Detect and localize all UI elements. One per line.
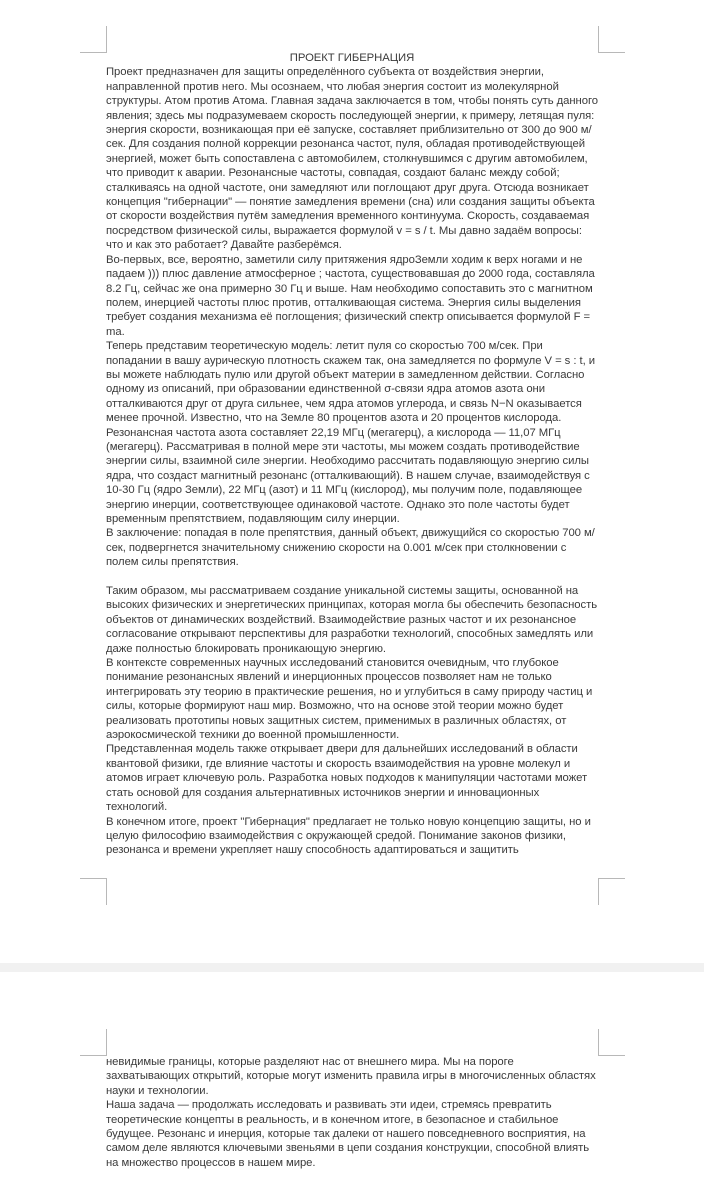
crop-mark-bottom-left <box>80 878 107 905</box>
paragraph-protection-system: Таким образом, мы рассматриваем создание уникальной системы защиты, основанной на высоких физических и энергетических принципах, которая могла бы обеспечить безопасность объектов от динамических воздействий. Взаимодействие разных частот и их резонансное согласование открывают перспективы для разработки технологий, способных замедлять или даже полностью блокировать проникающую энергию. <box>106 585 598 655</box>
document-page-2 <box>0 972 704 1200</box>
crop-mark-top-left <box>80 26 107 53</box>
paragraph-final-outcome: В конечном итоге, проект "Гибернация" предлагает не только новую концепцию защиты, но и целую философию взаимодействия с окружающей средой. Понимание законов физики, резонанса и времени укрепляет нашу способность адаптироваться и защитить <box>106 815 591 857</box>
crop-mark-top-right <box>598 26 625 53</box>
paragraph-earth-frequency: Во-первых, все, вероятно, заметили силу притяжения ядроЗемли ходим к верх ногами и не падаем ))) плюс давление атмосферное ; частота, существовавшая до 2000 года, составляла 8.2 Гц, сейчас же она примерно 30 Гц и выше. Нам необходимо сопоставить это с магнитном полем, инерцией частоты плюс против, отталкивающая система. Энергия силы выделения требует создания механизма её поглощения; физический спектр описывается формулой F = ma. <box>106 253 595 338</box>
blank-line <box>106 570 598 584</box>
crop-mark-bottom-right <box>598 878 625 905</box>
document-title: ПРОЕКТ ГИБЕРНАЦИЯ <box>289 52 415 64</box>
paragraph-quantum-physics: Представленная модель также открывает двери для дальнейших исследований в области квантовой физики, где влияние частоты и скорость взаимодействия на уровне молекул и атомов играет ключевую роль. Разработка новых подходов к манипуляции частотами может стать основой для создания альтернативных источников энергии и инновационных технологий. <box>106 743 588 814</box>
paragraph-intro: Проект предназначен для защиты определённого субъекта от воздействия энергии, направленной против него. Мы осознаем, что любая энергия состоит из молекулярной структуры. Атом против Атома. Главная задача заключается в том, чтобы понять суть данного явления; здесь мы подразумеваем скорость последующей энергии, к примеру, летящая пуля: энергия скорости, возникающая при её запуске, составляет приблизительно от 300 до 900 м/сек. Для создания полной коррекции резонанса частот, пуля, обладая противодействующей энергией, может быть сопоставлена с автомобилем, столкнувшимся с другим автомобилем, что приводит к аварии. Резонансные частоты, совпадая, создают баланс между собой; сталкиваясь на одной частоте, они замедляют или поглощают друг друга. Отсюда возникает концепция "гибернации" — понятие замедления времени (сна) или создания защиты объекта от скорости воздействия путём замедления временного континуума. Скорость, создаваемая посредством физической силы, выражается формулой v = s / t. Мы давно задаём вопросы: что и как это работает? Давайте разберёмся. <box>106 66 598 252</box>
paragraph-modern-research: В контексте современных научных исследований становится очевидным, что глубокое понимание резонансных явлений и инерционных процессов позволяет нам не только интегрировать эту теорию в практические решения, но и углубиться в саму природу частиц и силы, которые формируют наш мир. Возможно, что на основе этой теории можно будет реализовать прототипы новых защитных систем, применимых в различных областях, от аэрокосмической техники до военной промышленности. <box>106 657 593 742</box>
paragraph-conclusion: В заключение: попадая в поле препятствия, данный объект, движущийся со скоростью 700 м/сек, подвергнется значительному снижению скорости на 0.001 м/сек при столкновении с полем силы препятствия. <box>106 527 595 569</box>
page-separator <box>0 963 704 972</box>
page-1-body <box>106 51 598 858</box>
paragraph-our-task: Наша задача — продолжать исследовать и развивать эти идеи, стремясь превратить теоретические концепты в реальность, и в конечном итоге, в безопасное и стабильное будущее. Резонанс и инерция, которые так далеки от нашего повседневного восприятия, на самом деле являются ключевыми звеньями в цепи создания конструкции, способной влиять на множество процессов в нашем мире. <box>106 1099 590 1169</box>
crop-mark-top-left <box>80 1029 107 1056</box>
paragraph-theoretical-model: Теперь представим теоретическую модель: летит пуля со скоростью 700 м/сек. При попадании в вашу аурическую плотность скажем так, она замедляется по формуле V = s : t, и вы можете наблюдать пулю или другой объект материи в замедленном действии. Согласно одному из описаний, при образовании единственной σ-связи ядра атомов азота они отталкиваются друг от друга сильнее, чем ядра атомов углерода, и связь N−N оказывается менее прочной. Известно, что на Земле 80 процентов азота и 20 процентов кислорода. Резонансная частота азота составляет 22,19 МГц (мегагерц), а кислорода — 11,07 МГц (мегагерц). Рассматривая в полной мере эти частоты, мы можем создать противодействие энергии силы, взаимной силе энергии. Необходимо рассчитать подавляющую энергию силы ядра, что создаст магнитный резонанс (отталкивающий). В нашем случае, взаимодействуя с 10-30 Гц (ядро Земли), 22 МГц (азот) и 11 МГц (кислород), мы получим поле, подавляющее энергию инерции, соответствующее одинаковой частоте. Однако это поле частоты будет временным препятствием, подавляющим силу инерции. <box>106 340 595 525</box>
crop-mark-top-right <box>598 1029 625 1056</box>
paragraph-continuation: невидимые границы, которые разделяют нас от внешнего мира. Мы на пороге захватывающих открытий, которые могут изменить правила игры в многочисленных областях науки и технологии. <box>106 1056 596 1097</box>
page-2-body <box>106 1055 598 1170</box>
